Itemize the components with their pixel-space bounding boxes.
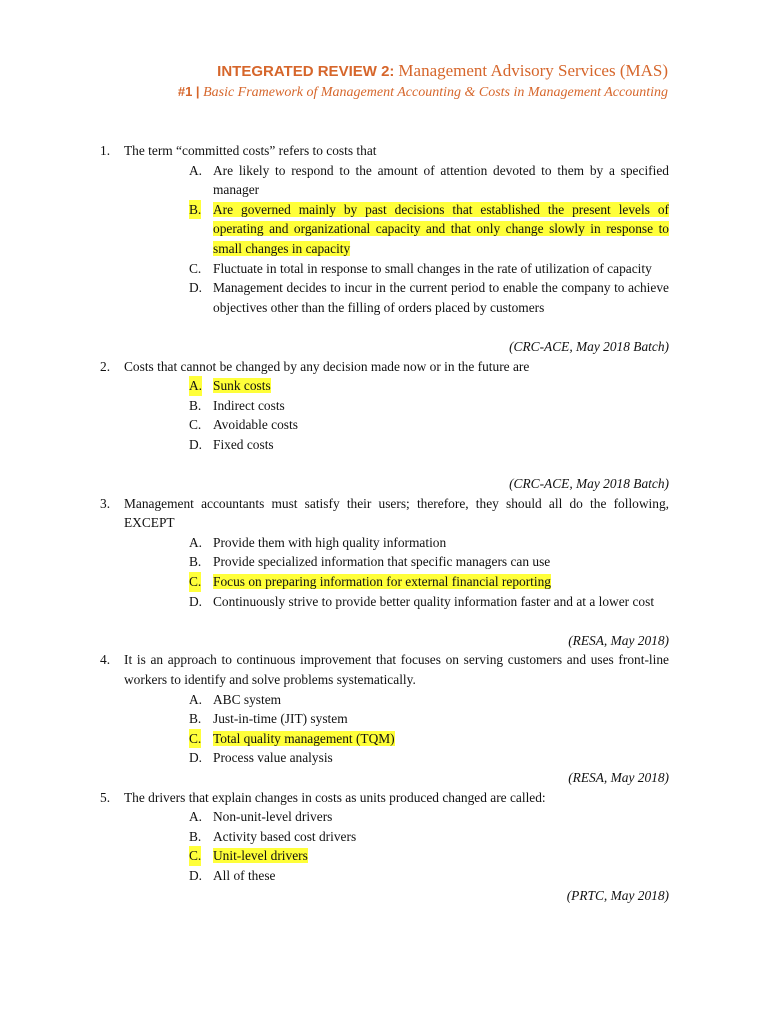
option-letter: C. bbox=[189, 260, 202, 276]
question-item bbox=[100, 788, 669, 886]
option-letter: B. bbox=[189, 397, 202, 413]
option-text: Activity based cost drivers bbox=[213, 828, 357, 844]
answer-option bbox=[189, 278, 669, 317]
answer-options bbox=[189, 807, 669, 885]
subtitle-number: #1 | bbox=[177, 84, 200, 99]
option-letter: D. bbox=[189, 593, 203, 609]
option-letter: B. bbox=[189, 554, 202, 570]
option-text: Indirect costs bbox=[213, 397, 285, 413]
option-text: ABC system bbox=[213, 691, 282, 707]
option-letter: B. bbox=[189, 828, 202, 844]
option-text: Provide specialized information that specific managers can use bbox=[213, 554, 551, 570]
answer-option bbox=[189, 846, 669, 866]
option-letter: C. bbox=[189, 417, 202, 433]
option-text: All of these bbox=[213, 867, 276, 883]
answer-option bbox=[189, 259, 669, 279]
answer-option bbox=[189, 690, 669, 710]
answer-option bbox=[189, 415, 669, 435]
answer-option bbox=[189, 161, 669, 200]
question-text: Management accountants must satisfy their users; therefore, they should all do the following, EXCEPT bbox=[124, 495, 669, 531]
answer-option bbox=[189, 729, 669, 749]
subtitle-text: Basic Framework of Management Accounting & Costs in Management Accounting bbox=[203, 85, 668, 100]
question-source: (RESA, May 2018) bbox=[568, 632, 669, 648]
question-source: (RESA, May 2018) bbox=[568, 770, 669, 785]
answer-option bbox=[189, 807, 669, 827]
answer-option bbox=[189, 533, 669, 553]
option-letter: A. bbox=[189, 162, 203, 178]
question-item bbox=[100, 650, 669, 768]
question-number: 5. bbox=[100, 789, 111, 805]
question-number: 3. bbox=[100, 495, 111, 511]
option-text: Just-in-time (JIT) system bbox=[213, 711, 348, 727]
answer-options bbox=[189, 533, 669, 611]
question-number: 2. bbox=[100, 358, 111, 374]
question-text: The term “committed costs” refers to costs that bbox=[124, 143, 377, 158]
question-source: (CRC-ACE, May 2018 Batch) bbox=[509, 338, 669, 354]
page-title bbox=[178, 60, 668, 83]
option-letter: D. bbox=[189, 280, 203, 296]
answer-option bbox=[189, 748, 669, 768]
highlighted-answer-text: Focus on preparing information for external financial reporting bbox=[213, 574, 552, 590]
highlighted-answer-text: Total quality management (TQM) bbox=[213, 730, 395, 746]
option-text: Management decides to incur in the current period to enable the company to achieve objectives other than the filling of orders placed by customers bbox=[213, 280, 669, 315]
answer-option bbox=[189, 200, 669, 259]
question-source: (PRTC, May 2018) bbox=[566, 887, 669, 903]
answer-option bbox=[189, 435, 669, 455]
answer-option bbox=[189, 592, 669, 612]
answer-options bbox=[189, 376, 669, 454]
page-subtitle bbox=[178, 83, 668, 102]
question-number: 1. bbox=[100, 143, 111, 158]
option-text: Continuously strive to provide better quality information faster and at a lower cost bbox=[213, 593, 655, 609]
document-header bbox=[178, 60, 668, 102]
option-letter: C. bbox=[189, 729, 201, 749]
question-item bbox=[100, 494, 669, 612]
question-source: (CRC-ACE, May 2018 Batch) bbox=[509, 476, 669, 492]
title-prefix: INTEGRATED REVIEW 2: bbox=[217, 63, 395, 80]
answer-option bbox=[189, 376, 669, 396]
answer-option bbox=[189, 552, 669, 572]
option-letter: C. bbox=[189, 846, 201, 866]
answer-option bbox=[189, 866, 669, 886]
question-item bbox=[100, 141, 669, 317]
answer-options bbox=[189, 161, 669, 318]
option-letter: D. bbox=[189, 436, 203, 452]
option-letter: D. bbox=[189, 867, 203, 883]
question-text: Costs that cannot be changed by any decision made now or in the future are bbox=[124, 358, 530, 374]
option-letter: B. bbox=[189, 711, 202, 727]
answer-option bbox=[189, 396, 669, 416]
option-letter: A. bbox=[189, 376, 202, 396]
answer-options bbox=[189, 690, 669, 768]
option-text: Provide them with high quality information bbox=[213, 534, 447, 550]
question-text: It is an approach to continuous improvement that focuses on serving customers and uses front-line workers to identify and solve problems systematically. bbox=[124, 652, 669, 688]
option-letter: D. bbox=[189, 750, 203, 766]
option-text: Non-unit-level drivers bbox=[213, 809, 333, 825]
title-subject: Management Advisory Services (MAS) bbox=[398, 61, 668, 80]
answer-option bbox=[189, 572, 669, 592]
question-number: 4. bbox=[100, 652, 111, 668]
option-text: Process value analysis bbox=[213, 750, 333, 766]
answer-option bbox=[189, 827, 669, 847]
option-letter: B. bbox=[189, 200, 201, 220]
question-text: The drivers that explain changes in costs as units produced changed are called: bbox=[124, 789, 546, 805]
question-item bbox=[100, 357, 669, 455]
highlighted-answer-text: Unit-level drivers bbox=[213, 848, 308, 864]
option-letter: C. bbox=[189, 572, 201, 592]
option-letter: A. bbox=[189, 809, 203, 825]
option-letter: A. bbox=[189, 691, 203, 707]
highlighted-answer-text: Are governed mainly by past decisions that established the present levels of operating and organizational capacity and that only change slowly in response to small changes in capacity bbox=[213, 201, 669, 256]
option-text: Fluctuate in total in response to small changes in the rate of utilization of capacity bbox=[213, 260, 652, 276]
question-list bbox=[100, 141, 669, 905]
highlighted-answer-text: Sunk costs bbox=[213, 378, 271, 394]
option-text: Avoidable costs bbox=[213, 417, 298, 433]
option-text: Are likely to respond to the amount of attention devoted to them by a specified manager bbox=[213, 162, 669, 198]
option-text: Fixed costs bbox=[213, 436, 274, 452]
option-letter: A. bbox=[189, 534, 203, 550]
answer-option bbox=[189, 709, 669, 729]
